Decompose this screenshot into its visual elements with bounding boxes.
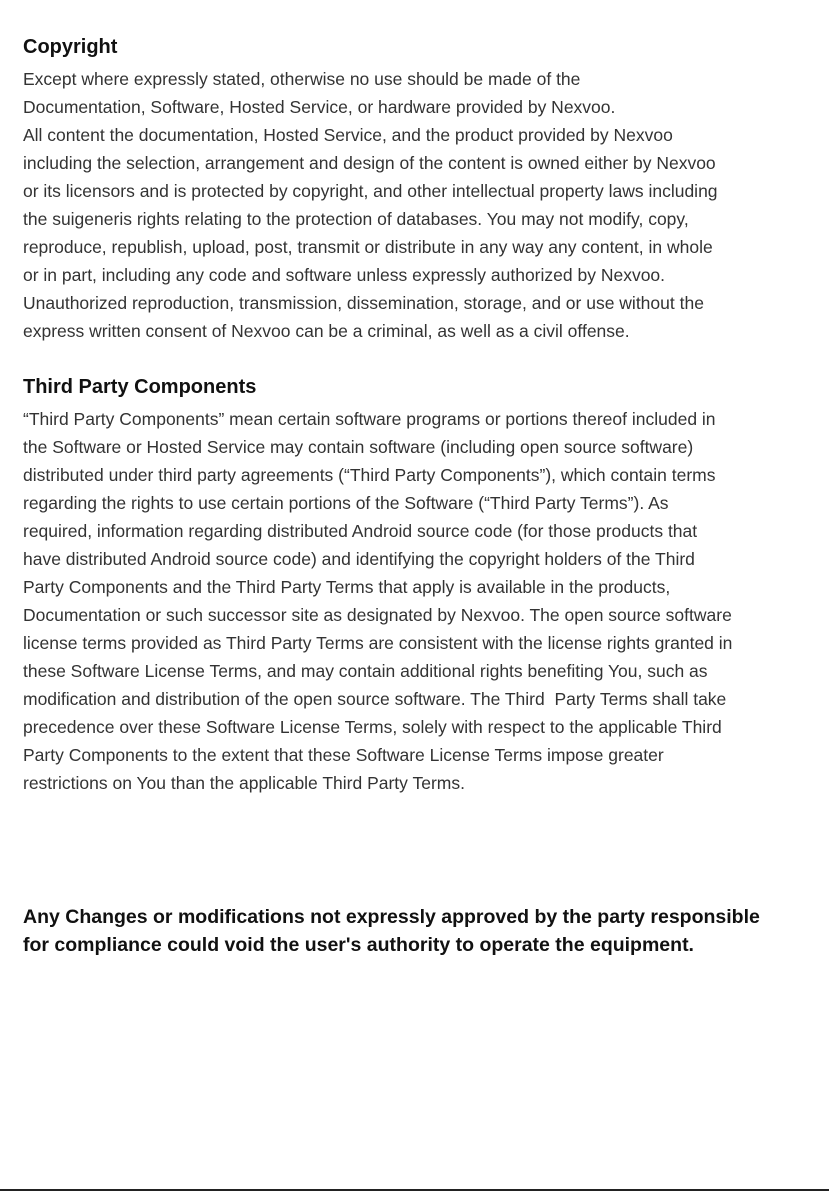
paragraph-line: “Third Party Components” mean certain software programs or portions thereof included in (23, 409, 716, 429)
paragraph-line: All content the documentation, Hosted Service, and the product provided by Nexvoo (23, 125, 673, 145)
paragraph-line: have distributed Android source code) and identifying the copyright holders of the Third (23, 549, 695, 569)
notice-line: for compliance could void the user's authority to operate the equipment. (23, 934, 694, 956)
paragraph-line: Documentation or such successor site as designated by Nexvoo. The open source software (23, 605, 732, 625)
paragraph-line: the Software or Hosted Service may contain software (including open source software) (23, 437, 694, 457)
paragraph-line: regarding the rights to use certain portions of the Software (“Third Party Terms”). As (23, 493, 669, 513)
copyright-heading: Copyright (23, 36, 118, 58)
paragraph-line: Documentation, Software, Hosted Service, or hardware provided by Nexvoo. (23, 97, 616, 117)
paragraph-line: restrictions on You than the applicable Third Party Terms. (23, 773, 465, 793)
paragraph-line: required, information regarding distributed Android source code (for those products that (23, 521, 698, 541)
copyright-paragraph (23, 65, 803, 345)
paragraph-line: or its licensors and is protected by copyright, and other intellectual property laws including (23, 181, 718, 201)
paragraph-line: Unauthorized reproduction, transmission, dissemination, storage, and or use without the (23, 293, 704, 313)
paragraph-line: license terms provided as Third Party Terms are consistent with the license rights granted in (23, 633, 733, 653)
paragraph-line: Party Components to the extent that these Software License Terms impose greater (23, 745, 664, 765)
third-party-components-heading: Third Party Components (23, 376, 257, 398)
paragraph-line: reproduce, republish, upload, post, transmit or distribute in any way any content, in whole (23, 237, 713, 257)
paragraph-line: express written consent of Nexvoo can be a criminal, as well as a civil offense. (23, 321, 630, 341)
fcc-compliance-notice (23, 903, 813, 959)
paragraph-line: Party Components and the Third Party Terms that apply is available in the products, (23, 577, 671, 597)
paragraph-line: modification and distribution of the open source software. The Third Party Terms shall take (23, 689, 727, 709)
paragraph-line: precedence over these Software License Terms, solely with respect to the applicable Third (23, 717, 722, 737)
paragraph-line: the suigeneris rights relating to the protection of databases. You may not modify, copy, (23, 209, 689, 229)
third-party-components-paragraph (23, 405, 803, 797)
paragraph-line: these Software License Terms, and may contain additional rights benefiting You, such as (23, 661, 708, 681)
document-page (23, 30, 803, 797)
paragraph-line: or in part, including any code and software unless expressly authorized by Nexvoo. (23, 265, 666, 285)
page-bottom-divider (0, 1189, 829, 1191)
paragraph-line: distributed under third party agreements (“Third Party Components”), which contain terms (23, 465, 716, 485)
paragraph-line: Except where expressly stated, otherwise no use should be made of the (23, 69, 581, 89)
notice-line: Any Changes or modifications not expressly approved by the party responsible (23, 906, 760, 928)
paragraph-line: including the selection, arrangement and design of the content is owned either by Nexvoo (23, 153, 716, 173)
